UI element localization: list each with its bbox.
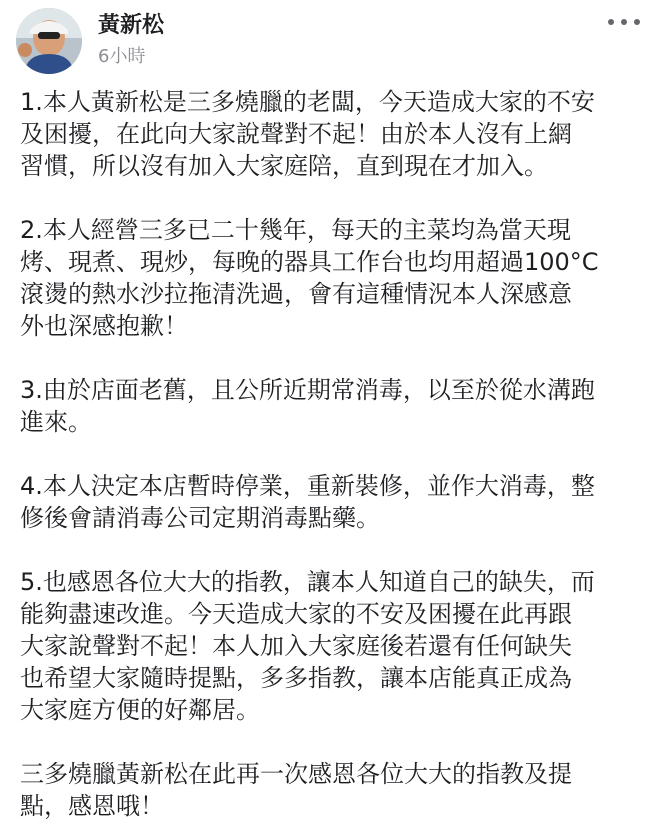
post-body [20,86,640,822]
post-header [0,0,656,80]
text-line: 也希望大家隨時提點，多多指教，讓本店能真正成為 [20,664,572,692]
text-line: 能夠盡速改進。今天造成大家的不安及困擾在此再跟 [20,600,572,628]
more-dot [634,19,640,25]
post-paragraph-5 [20,566,640,726]
post-paragraph-6 [20,758,640,822]
text-line: 進來。 [20,408,92,436]
more-dot [621,19,627,25]
text-line: 烤、現煮、現炒，每晚的器具工作台也均用超過100°C [20,248,599,276]
more-dot [608,19,614,25]
post-paragraph-3 [20,374,640,438]
author-name[interactable]: 黃新松 [98,13,165,38]
text-line: 1.本人黃新松是三多燒臘的老闆，今天造成大家的不安 [20,88,595,116]
more-options-icon[interactable] [604,10,644,34]
text-line: 2.本人經營三多已二十幾年，每天的主菜均為當天現 [20,216,571,244]
text-line: 大家庭方便的好鄰居。 [20,696,260,724]
avatar-photo-icon [16,8,82,74]
text-line: 修後會請消毒公司定期消毒點藥。 [20,504,380,532]
post-timestamp[interactable]: 6小時 [98,46,146,67]
text-line: 5.也感恩各位大大的指教，讓本人知道自己的缺失，而 [20,568,595,596]
post-paragraph-2 [20,214,640,342]
text-line: 及困擾，在此向大家說聲對不起！由於本人沒有上網 [20,120,572,148]
text-line: 習慣，所以沒有加入大家庭陪，直到現在才加入。 [20,152,548,180]
avatar[interactable] [16,8,82,74]
post-paragraph-1 [20,86,640,182]
text-line: 大家說聲對不起！本人加入大家庭後若還有任何缺失 [20,632,572,660]
text-line: 外也深感抱歉！ [20,312,188,340]
text-line: 3.由於店面老舊，且公所近期常消毒，以至於從水溝跑 [20,376,595,404]
text-line: 三多燒臘黃新松在此再一次感恩各位大大的指教及提 [20,760,572,788]
post-paragraph-4 [20,470,640,534]
text-line: 4.本人決定本店暫時停業，重新裝修，並作大消毒，整 [20,472,595,500]
text-line: 點，感恩哦！ [20,792,164,820]
text-line: 滾燙的熱水沙拉拖清洗過，會有這種情況本人深感意 [20,280,572,308]
